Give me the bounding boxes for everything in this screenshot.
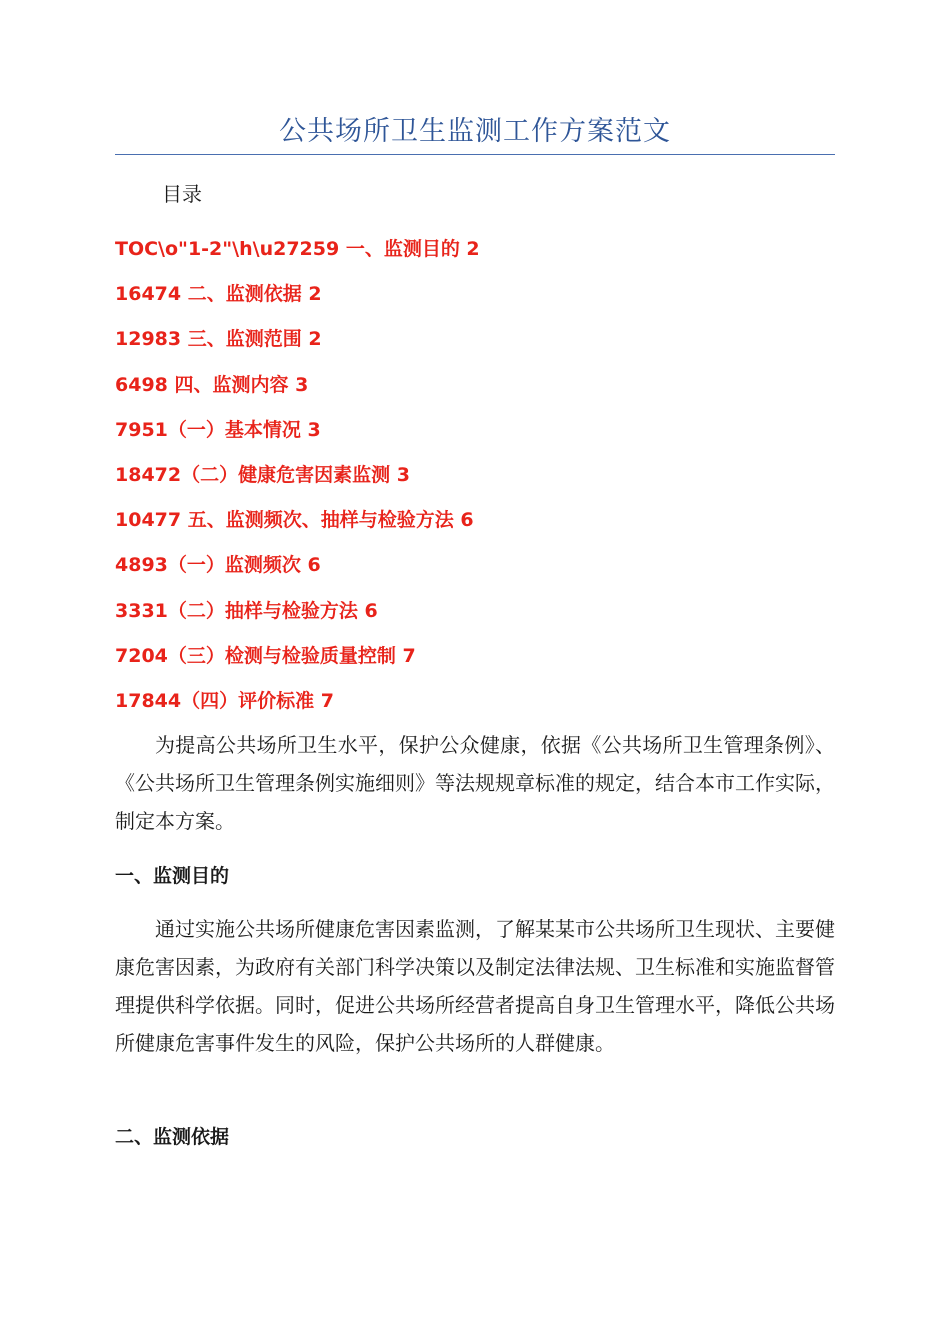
toc-item[interactable]: 10477 五、监测频次、抽样与检验方法 6	[115, 509, 474, 532]
toc-item[interactable]: 6498 四、监测内容 3	[115, 373, 309, 396]
toc-item[interactable]: 7204（三）检测与检验质量控制 7	[115, 644, 416, 667]
toc-heading: 目录	[162, 182, 202, 206]
document-title: 公共场所卫生监测工作方案范文	[279, 116, 671, 147]
toc-item[interactable]: 12983 三、监测范围 2	[115, 328, 322, 351]
toc-item[interactable]: 18472（二）健康危害因素监测 3	[115, 463, 410, 486]
table-of-contents	[115, 233, 835, 730]
purpose-paragraph: 通过实施公共场所健康危害因素监测，了解某某市公共场所卫生现状、主要健康危害因素，为政府有关部门科学决策以及制定法律法规、卫生标准和实施监督管理提供科学依据。同时，促进公共场所经营者提高自身卫生管理水平，降低公共场所健康危害事件发生的风险，保护公共场所的人群健康。	[115, 917, 835, 1055]
toc-item[interactable]: 3331（二）抽样与检验方法 6	[115, 599, 378, 622]
toc-item[interactable]: 16474 二、监测依据 2	[115, 283, 322, 306]
toc-item[interactable]: 7951（一）基本情况 3	[115, 418, 321, 441]
toc-item[interactable]: 17844（四）评价标准 7	[115, 689, 334, 712]
intro-paragraph: 为提高公共场所卫生水平，保护公众健康，依据《公共场所卫生管理条例》、《公共场所卫生管理条例实施细则》等法规规章标准的规定，结合本市工作实际，制定本方案。	[115, 733, 835, 833]
toc-item[interactable]: TOC\o"1-2"\h\u27259 一、监测目的 2	[115, 238, 480, 260]
section-heading-purpose: 一、监测目的	[115, 865, 230, 887]
section-heading-basis: 二、监测依据	[115, 1126, 230, 1148]
toc-item[interactable]: 4893（一）监测频次 6	[115, 554, 321, 577]
title-underline	[115, 154, 835, 155]
